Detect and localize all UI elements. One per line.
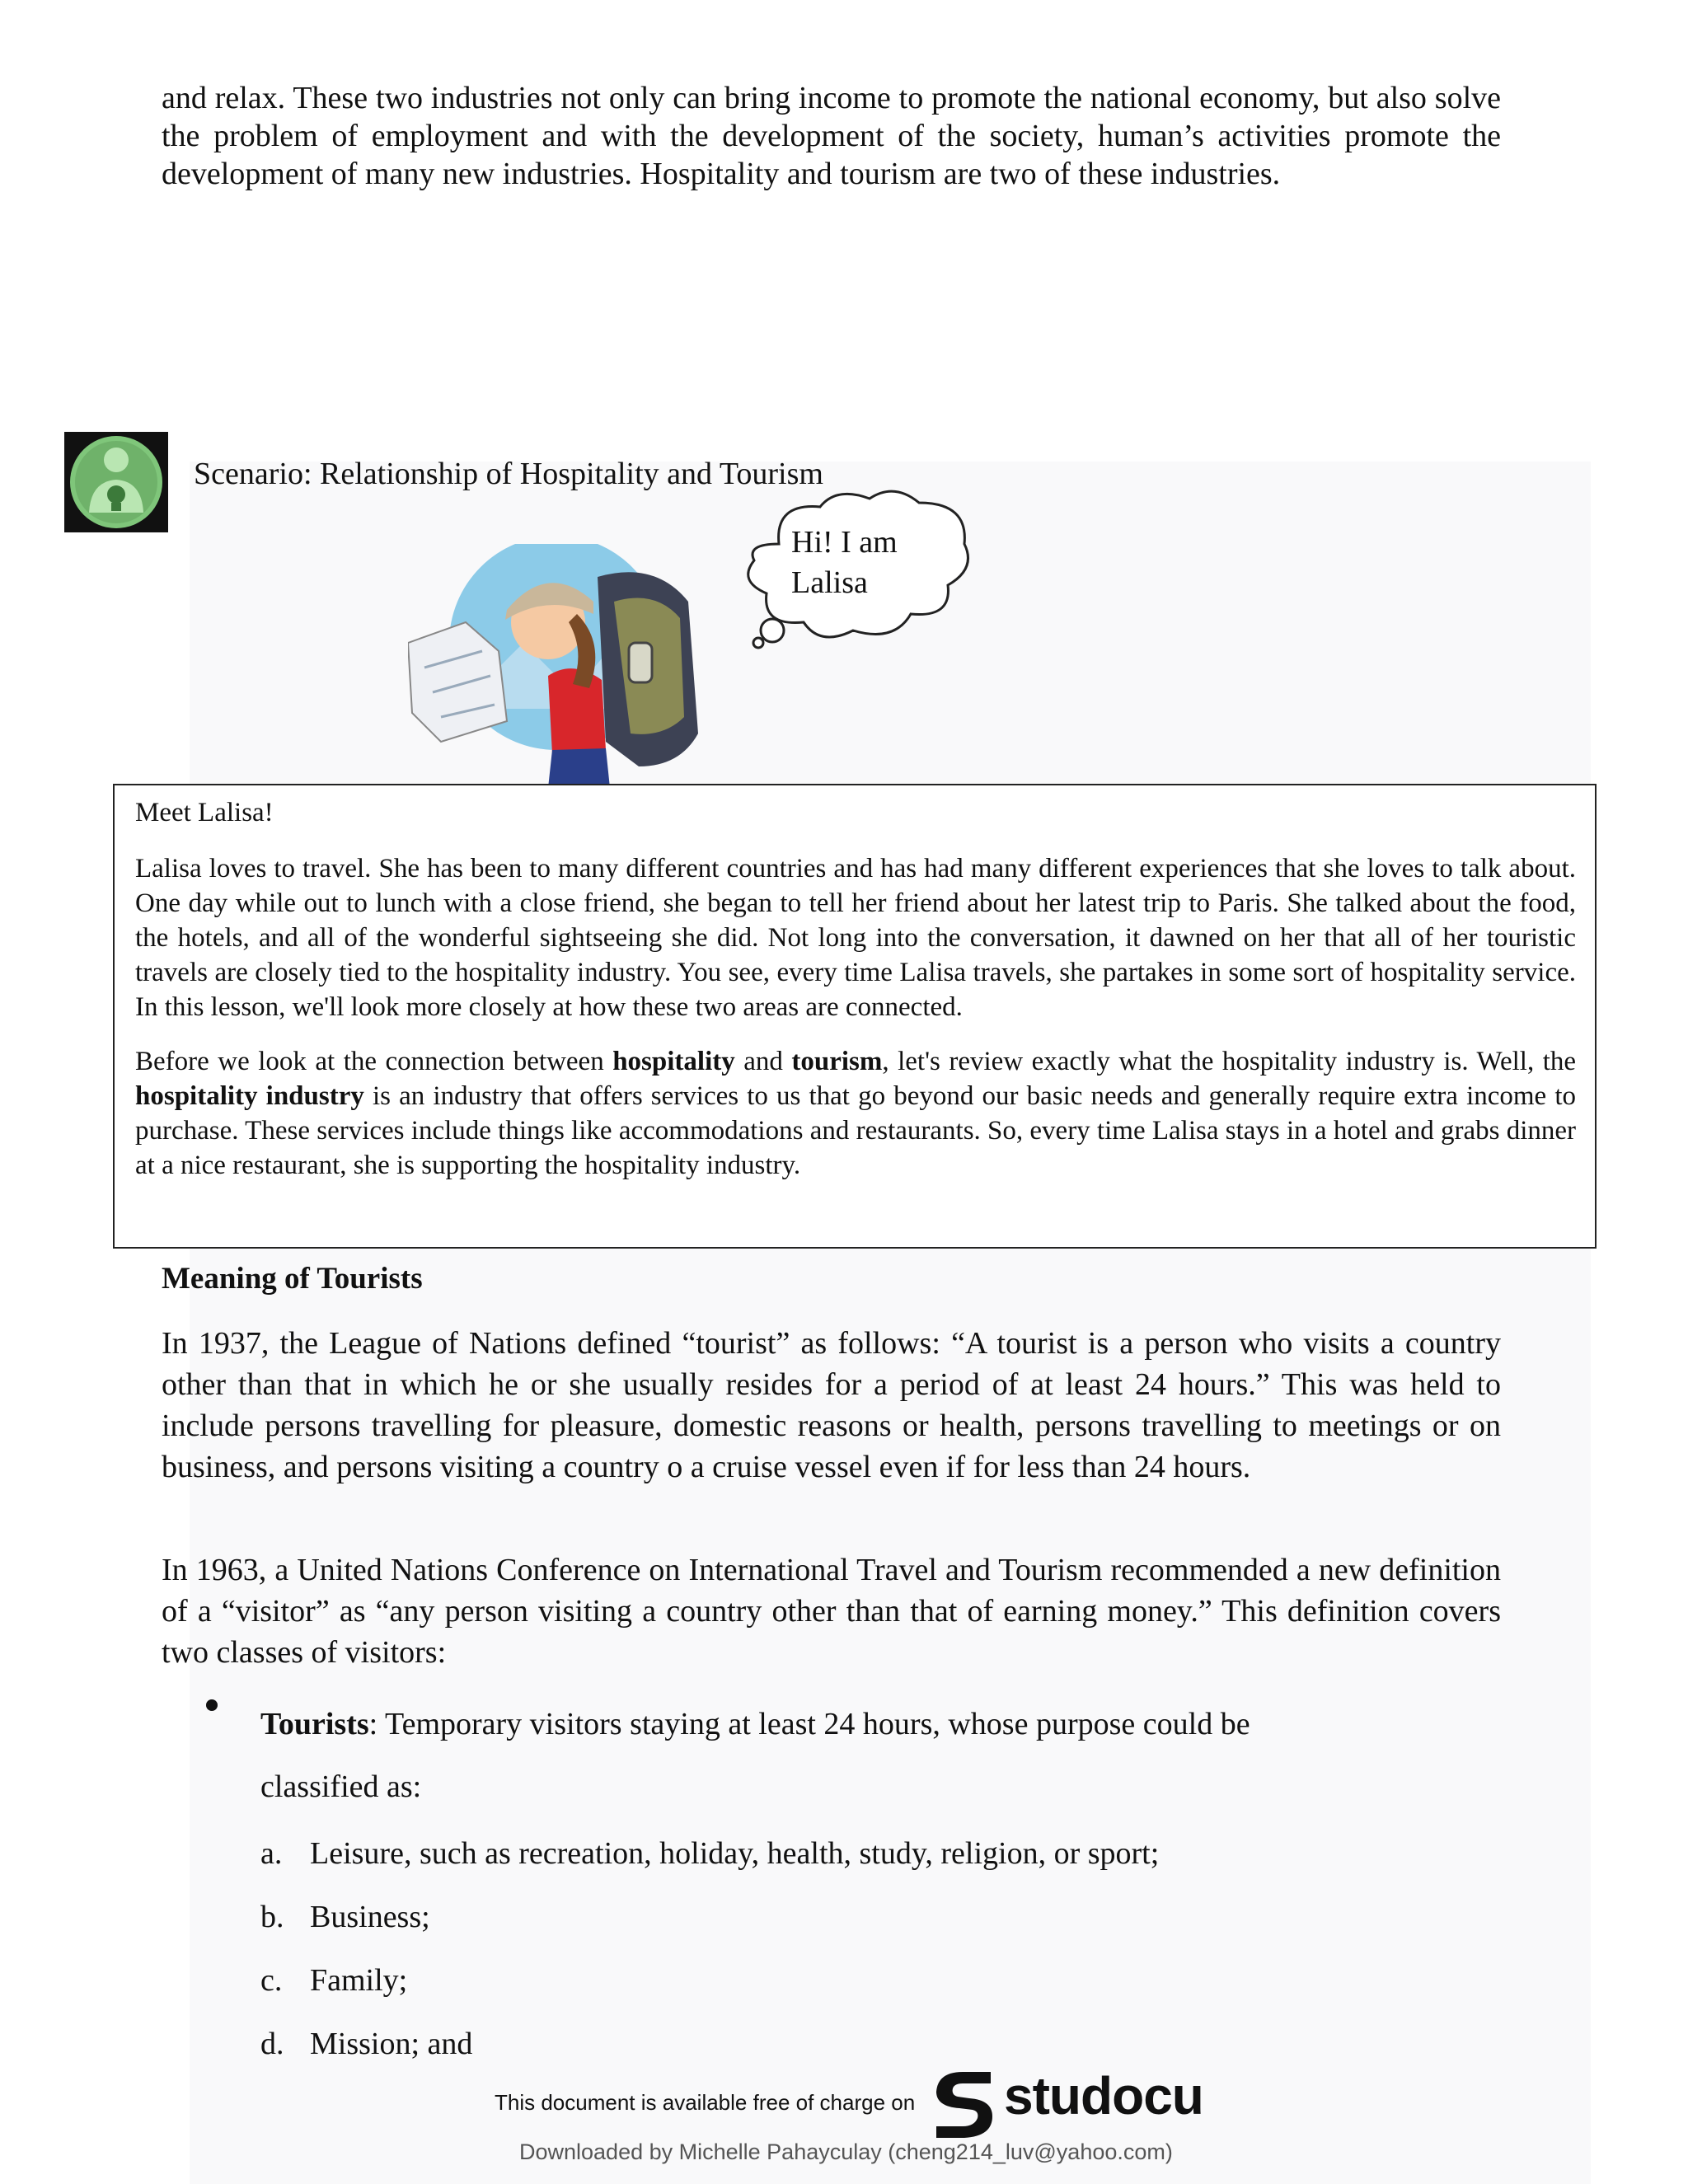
bubble-text: Hi! I am Lalisa xyxy=(791,525,898,600)
studocu-logo-icon[interactable] xyxy=(930,2069,997,2138)
list-item: c. Family; xyxy=(260,1963,408,1998)
story-box xyxy=(113,784,1597,1249)
scenario-title: Scenario: Relationship of Hospitality and Tourism xyxy=(194,457,823,491)
bullet-dot xyxy=(206,1699,218,1711)
intro-paragraph: and relax. These two industries not only can bring income to promote the national economy, but also solve the problem of employment and with the development of the society, human’s activities promote the development of many new industries. Hospitality and tourism are two of these industries. xyxy=(162,81,1501,191)
story-paragraph: Lalisa loves to travel. She has been to many different countries and has had many different experiences that she loves to talk about. One day while out to lunch with a close friend, she began to tell her friend about her latest trip to Paris. She talked about the food, the hotels, and all of the wonderful sightseeing she did. Not long into the conversation, it dawned on her that all of her touristic travels are closely tied to the hospitality industry. You see, every time Lalisa travels, she partakes in some sort of hospitality service. In this lesson, we'll look more closely at how these two areas are connected. xyxy=(135,854,1576,1022)
hospitality-definition-paragraph: Before we look at the connection between hospitality and tourism, let's review exactly what the hospitality industry is. Well, the hospitality industry is an industry that offers services to us that go beyond our basic needs and generally require extra income to purchase. These services include things like accommodations and restaurants. So, every time Lalisa stays in a hotel and grabs dinner at a nice restaurant, she is supporting the hospitality industry. xyxy=(135,1047,1577,1180)
backpacker-illustration xyxy=(408,544,721,788)
story-greeting: Meet Lalisa! xyxy=(135,798,274,827)
list-item: a. Leisure, such as recreation, holiday, health, study, religion, or sport; xyxy=(260,1836,1160,1871)
lightbulb-person-icon xyxy=(64,432,168,532)
section-heading: Meaning of Tourists xyxy=(162,1262,423,1296)
studocu-brand[interactable]: studocu xyxy=(1004,2066,1203,2125)
tourists-bullet: Tourists: Temporary visitors staying at least 24 hours, whose purpose could be classified as: xyxy=(260,1707,1250,1804)
footer-availability-text: This document is available free of charge on xyxy=(495,2090,916,2115)
list-item: b. Business; xyxy=(260,1900,430,1934)
united-nations-paragraph: In 1963, a United Nations Conference on International Travel and Tourism recommended a new definition of a “visitor” as “any person visiting a country other than that of earning money.” This definition covers two classes of visitors: xyxy=(162,1553,1501,1670)
league-of-nations-paragraph: In 1937, the League of Nations defined “tourist” as follows: “A tourist is a person who visits a country other than that in which he or she usually resides for a period of at least 24 hours.” This was held to include persons travelling for pleasure, domestic reasons or health, persons travelling to meetings or on business, and persons visiting a country o a cruise vessel even if for less than 24 hours. xyxy=(162,1326,1501,1484)
downloaded-by-text: Downloaded by Michelle Pahayculay (cheng214_luv@yahoo.com) xyxy=(519,2139,1173,2164)
list-item: d. Mission; and xyxy=(260,2027,473,2061)
